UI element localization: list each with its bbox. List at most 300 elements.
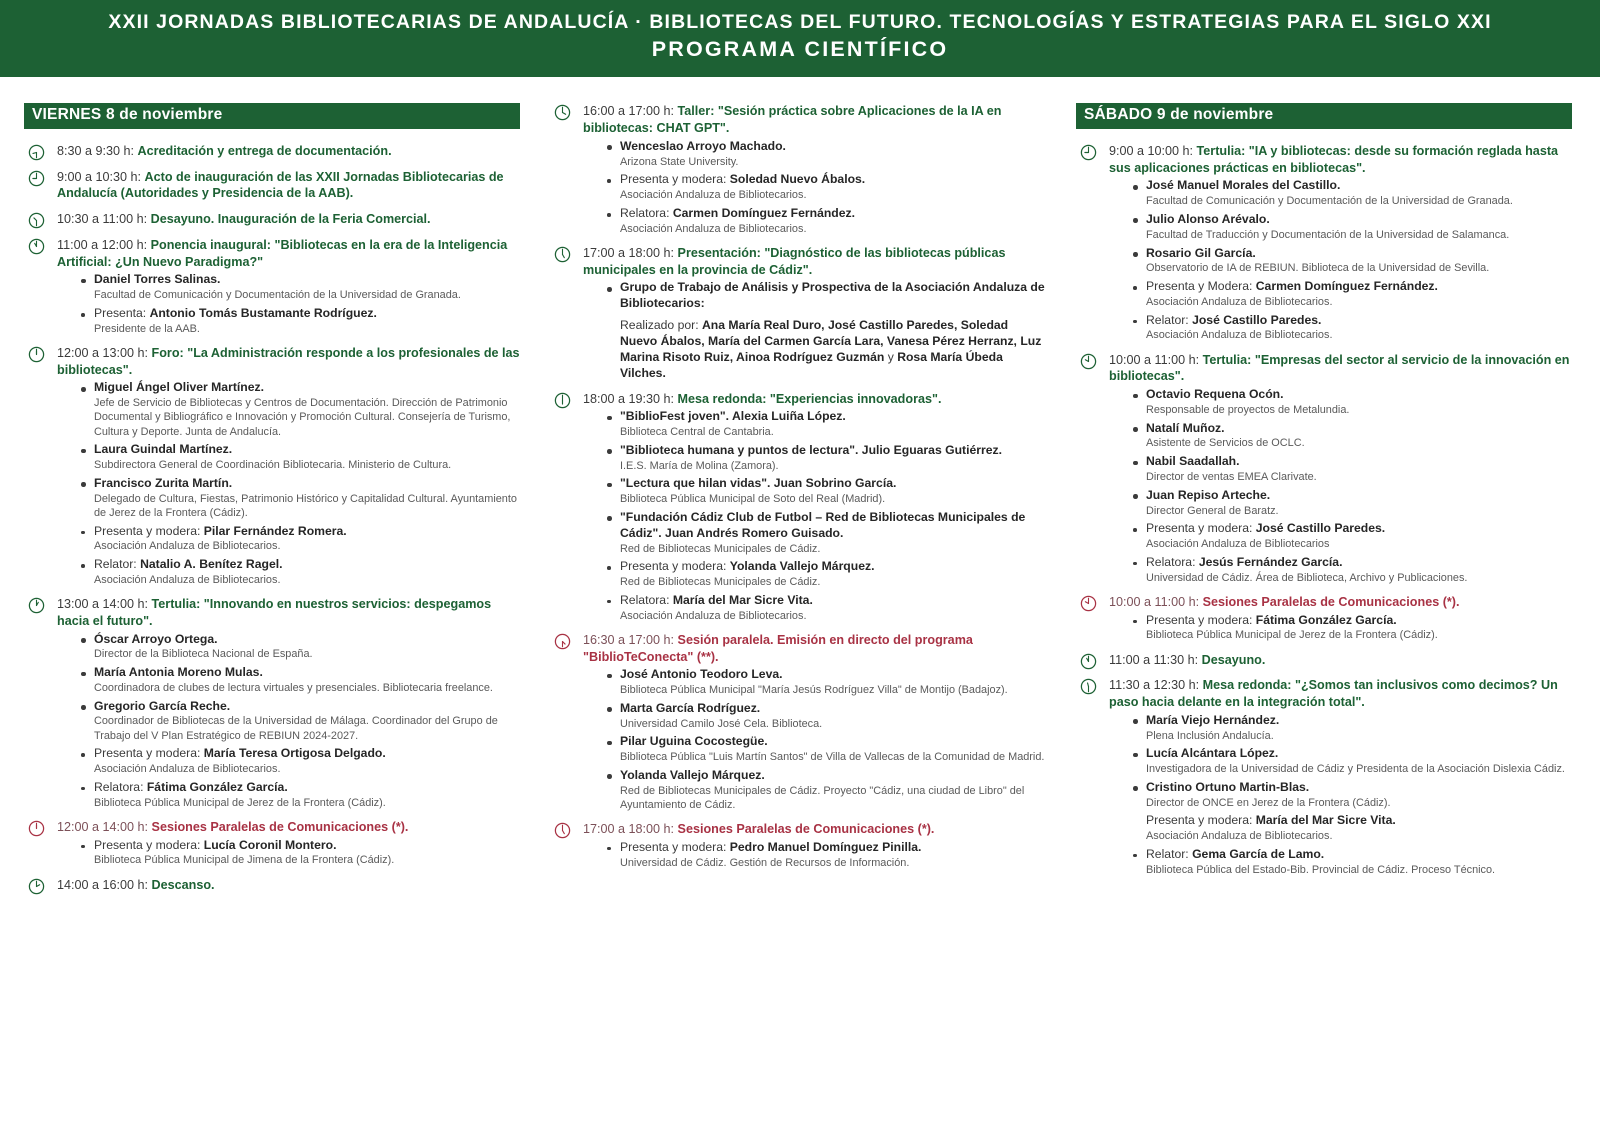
participant-name: María Viejo Hernández. [1146, 712, 1280, 727]
clock-icon [554, 633, 571, 650]
participant-name: Yolanda Vallejo Márquez. [620, 767, 765, 782]
participant-item [607, 768, 1046, 812]
event-name: Tertulia: "Empresas del sector al servicio de la innovación en bibliotecas". [1109, 352, 1570, 384]
participant-item [607, 139, 1046, 169]
participant-name-line [1146, 212, 1572, 228]
participant-name-line [620, 443, 1046, 459]
program-event [24, 877, 520, 894]
participant-name-line [94, 557, 520, 573]
participant-name-line [620, 476, 1046, 492]
participant-name-line [94, 524, 520, 540]
participant-name: "Lectura que hilan vidas". Juan Sobrino García. [620, 476, 897, 491]
participant-affiliation: Asociación Andaluza de Bibliotecarios. [620, 189, 807, 202]
event-name: Acto de inauguración de las XXII Jornadas Bibliotecarias de Andalucía (Autoridades y Presidencia de la AAB). [57, 169, 504, 201]
event-title [57, 169, 520, 202]
event-time: 13:00 a 14:00 h: [57, 597, 152, 612]
participant-name: Octavio Requena Ocón. [1146, 387, 1284, 402]
participant-name-line [620, 768, 1046, 784]
participant-affiliation: Subdirectora General de Coordinación Bibliotecaria. Ministerio de Cultura. [94, 459, 452, 472]
participant-item [81, 632, 520, 662]
participant-item [81, 272, 520, 302]
participant-name-line [620, 667, 1046, 683]
participant-affiliation: Arizona State University. [620, 155, 739, 168]
conference-title: XXII JORNADAS BIBLIOTECARIAS DE ANDALUCÍA · BIBLIOTECAS DEL FUTURO. TECNOLOGÍAS Y ESTRATEGIAS PARA EL SIGLO XXI [108, 11, 1492, 33]
program-column-1 [24, 103, 520, 902]
participant-list [1109, 387, 1572, 585]
participant-name: Pilar Fernández Romera. [203, 523, 347, 538]
event-name: Desayuno. [1201, 652, 1266, 667]
participant-item [81, 838, 520, 868]
clock-icon [554, 392, 571, 409]
participant-item [607, 840, 1046, 870]
participant-item [1133, 813, 1572, 843]
clock-icon [554, 104, 571, 121]
participant-item [1133, 488, 1572, 518]
event-title [57, 345, 520, 378]
event-name: Descanso. [151, 877, 215, 892]
participant-item [607, 701, 1046, 731]
participant-name-line [1146, 613, 1572, 629]
participant-name-line [1146, 454, 1572, 470]
participant-item [81, 442, 520, 472]
participant-name-line [94, 476, 520, 492]
clock-icon [28, 212, 45, 229]
participant-item [81, 746, 520, 776]
participant-item [1133, 454, 1572, 484]
program-event [24, 237, 520, 336]
participant-list [1109, 613, 1572, 643]
participant-name: Francisco Zurita Martín. [94, 475, 233, 490]
participant-name: Fátima González García. [146, 779, 288, 794]
participant-name: Yolanda Vallejo Márquez. [729, 559, 875, 574]
participant-item [1133, 746, 1572, 776]
participant-role: Relatora: [94, 779, 147, 794]
participant-name-line [94, 699, 520, 715]
participant-affiliation: Universidad Camilo José Cela. Biblioteca. [620, 717, 823, 730]
participant-name: Lucía Coronil Montero. [203, 837, 337, 852]
participant-affiliation: Responsable de proyectos de Metalundia. [1146, 403, 1350, 416]
participant-name: Soledad Nuevo Ábalos. [729, 172, 866, 187]
program-event [24, 345, 520, 587]
participant-name-line [620, 172, 1046, 188]
participant-item [607, 476, 1046, 506]
participant-affiliation: Biblioteca Pública Municipal de Jerez de la Frontera (Cádiz). [1146, 629, 1438, 642]
participant-affiliation: Asociación Andaluza de Bibliotecarios. [1146, 329, 1333, 342]
participant-item [1133, 279, 1572, 309]
participant-name: José Castillo Paredes. [1255, 521, 1386, 536]
event-title [583, 632, 1046, 665]
program-event [1076, 352, 1572, 585]
event-name: Sesiones Paralelas de Comunicaciones (*). [677, 822, 935, 837]
participant-affiliation: Biblioteca Pública Municipal de Jimena de la Frontera (Cádiz). [94, 854, 395, 867]
participant-name: Gema García de Lamo. [1192, 846, 1325, 861]
participant-name-line [1146, 279, 1572, 295]
participant-name: Marta García Rodríguez. [620, 700, 761, 715]
participant-role: Relatora: [1146, 554, 1199, 569]
event-time: 10:00 a 11:00 h: [1109, 352, 1203, 367]
participant-name: Juan Repiso Arteche. [1146, 487, 1271, 502]
clock-icon [28, 820, 45, 837]
participant-affiliation: Plena Inclusión Andalucía. [1146, 729, 1274, 742]
participant-name: Óscar Arroyo Ortega. [94, 631, 218, 646]
participant-name-line [1146, 521, 1572, 537]
participant-name-line [620, 840, 1046, 856]
participant-affiliation: Biblioteca Pública del Estado-Bib. Provincial de Cádiz. Proceso Técnico. [1146, 863, 1496, 876]
day-heading: VIERNES 8 de noviembre [24, 103, 520, 129]
page-header-banner [0, 0, 1600, 77]
event-note-text [620, 317, 1046, 381]
participant-affiliation: Asociación Andaluza de Bibliotecarios. [94, 573, 281, 586]
participant-item [1133, 847, 1572, 877]
participant-name-line [94, 780, 520, 796]
participant-item [607, 510, 1046, 556]
clock-icon [554, 822, 571, 839]
event-title [583, 391, 1046, 408]
participant-role: Relatora: [620, 205, 673, 220]
participant-item [607, 443, 1046, 473]
program-columns [0, 77, 1600, 902]
event-name: Acreditación y entrega de documentación. [137, 143, 392, 158]
participant-affiliation: Asociación Andaluza de Bibliotecarios. [1146, 830, 1333, 843]
event-time: 9:00 a 10:00 h: [1109, 143, 1197, 158]
participant-affiliation: Director de ONCE en Jerez de la Frontera (Cádiz). [1146, 796, 1391, 809]
participant-role: Presenta y modera: [1146, 813, 1256, 828]
participant-affiliation: Universidad de Cádiz. Gestión de Recursos de Información. [620, 856, 910, 869]
participant-name: José Antonio Teodoro Leva. [620, 667, 783, 682]
event-name: Taller: "Sesión práctica sobre Aplicaciones de la IA en bibliotecas: CHAT GPT". [583, 104, 1002, 136]
participant-item [1133, 246, 1572, 276]
participant-item [1133, 212, 1572, 242]
participant-role: Presenta y modera: [620, 839, 730, 854]
participant-name: Carmen Domínguez Fernández. [672, 205, 856, 220]
event-name: Ponencia inaugural: "Bibliotecas en la era de la Inteligencia Artificial: ¿Un Nuevo Paradigma?" [57, 237, 508, 269]
event-time: 16:30 a 17:00 h: [583, 632, 678, 647]
participant-affiliation: Coordinador de Bibliotecas de la Universidad de Málaga. Coordinador del Grupo de Trabajo del V Plan Estratégico de REBIUN 2024-2027. [94, 715, 498, 742]
program-event [1076, 652, 1572, 669]
participant-item [1133, 555, 1572, 585]
event-time: 12:00 a 13:00 h: [57, 345, 152, 360]
event-name: Mesa redonda: "Experiencias innovadoras". [677, 391, 942, 406]
participant-item [1133, 387, 1572, 417]
participant-list [583, 409, 1046, 623]
participant-name-line [94, 746, 520, 762]
program-event [24, 596, 520, 810]
participant-list [57, 632, 520, 810]
event-title [57, 819, 520, 836]
participant-item [1133, 178, 1572, 208]
participant-affiliation: Asociación Andaluza de Bibliotecarios. [1146, 295, 1333, 308]
participant-name: Lucía Alcántara López. [1146, 746, 1279, 761]
participant-name: Jesús Fernández García. [1198, 554, 1343, 569]
participant-name: Nabil Saadallah. [1146, 454, 1240, 469]
program-event [1076, 143, 1572, 343]
event-title [583, 821, 1046, 838]
event-title [583, 103, 1046, 136]
clock-icon [1080, 353, 1097, 370]
participant-affiliation: Director General de Baratz. [1146, 504, 1279, 517]
participant-affiliation: Biblioteca Pública Municipal de Soto del Real (Madrid). [620, 493, 886, 506]
participant-name: Rosario Gil García. [1146, 245, 1256, 260]
participant-list [1109, 713, 1572, 877]
participant-name: José Manuel Morales del Castillo. [1146, 178, 1341, 193]
participant-affiliation: Director de la Biblioteca Nacional de España. [94, 648, 313, 661]
participant-name: Antonio Tomás Bustamante Rodríguez. [149, 305, 377, 320]
clock-icon [28, 346, 45, 363]
participant-name: María Antonia Moreno Mulas. [94, 665, 263, 680]
participant-affiliation: Red de Bibliotecas Municipales de Cádiz. Proyecto "Cádiz, una ciudad de Libro" del Ayuntamiento de Cádiz. [620, 784, 1025, 811]
participant-list [583, 667, 1046, 812]
participant-item [81, 306, 520, 336]
event-name: Foro: "La Administración responde a los profesionales de las bibliotecas". [57, 345, 520, 377]
participant-affiliation: Red de Bibliotecas Municipales de Cádiz. [620, 576, 821, 589]
event-title [57, 877, 520, 894]
participant-affiliation: Asociación Andaluza de Bibliotecarios. [620, 222, 807, 235]
participant-name-line [620, 593, 1046, 609]
event-title [1109, 352, 1572, 385]
participant-item [1133, 780, 1572, 810]
participant-name-line [620, 734, 1046, 750]
participant-name: "Biblioteca humana y puntos de lectura". Julio Eguaras Gutiérrez. [620, 442, 1003, 457]
participant-affiliation: Investigadora de la Universidad de Cádiz y Presidenta de la Asociación Dislexia Cádiz. [1146, 763, 1565, 776]
participant-role: Presenta y Modera: [1146, 279, 1256, 294]
event-time: 9:00 a 10:30 h: [57, 169, 145, 184]
clock-icon [554, 246, 571, 263]
clock-icon [28, 238, 45, 255]
clock-icon [28, 597, 45, 614]
participant-item [607, 280, 1046, 312]
participant-role: Presenta y modera: [620, 559, 730, 574]
participant-item [607, 206, 1046, 236]
participant-name-line [1146, 178, 1572, 194]
participant-role: Presenta y modera: [94, 837, 204, 852]
participant-item [1133, 613, 1572, 643]
participant-list [57, 380, 520, 587]
event-title [57, 211, 520, 228]
participant-role: Presenta y modera: [1146, 521, 1256, 536]
participant-item [607, 172, 1046, 202]
participant-name-line [1146, 555, 1572, 571]
program-event [24, 819, 520, 868]
participant-name: Wenceslao Arroyo Machado. [620, 138, 786, 153]
participant-name-line [1146, 813, 1572, 829]
participant-affiliation: Biblioteca Pública Municipal de Jerez de la Frontera (Cádiz). [94, 796, 386, 809]
clock-icon [28, 170, 45, 187]
participant-affiliation: Biblioteca Pública Municipal "María Jesús Rodríguez Villa" de Montijo (Badajoz). [620, 684, 1008, 697]
participant-item [1133, 421, 1572, 451]
participant-name-line [620, 280, 1046, 312]
event-time: 17:00 a 18:00 h: [583, 822, 678, 837]
participant-name: Natalí Muñoz. [1146, 420, 1225, 435]
event-time: 11:00 a 12:00 h: [57, 237, 151, 252]
event-name: Tertulia: "Innovando en nuestros servicios: despegamos hacia el futuro". [57, 597, 492, 628]
participant-name-line [94, 665, 520, 681]
participant-name-line [1146, 847, 1572, 863]
participant-name: Natalio A. Benítez Ragel. [140, 557, 283, 572]
event-time: 18:00 a 19:30 h: [583, 391, 678, 406]
participant-item [1133, 313, 1572, 343]
event-name: Tertulia: "IA y bibliotecas: desde su formación reglada hasta sus aplicaciones prácticas en bibliotecas". [1109, 143, 1559, 175]
participant-affiliation: Director de ventas EMEA Clarivate. [1146, 471, 1317, 483]
event-note-conjunction: y [884, 350, 898, 365]
participant-name: María Teresa Ortigosa Delgado. [203, 746, 386, 761]
participant-name: Fátima González García. [1255, 612, 1397, 627]
participant-name-line [620, 206, 1046, 222]
participant-name: Grupo de Trabajo de Análisis y Prospectiva de la Asociación Andaluza de Bibliotecarios: [620, 280, 1045, 311]
program-event [550, 103, 1046, 236]
program-column-2 [550, 103, 1046, 902]
participant-affiliation: Observatorio de IA de REBIUN. Biblioteca de la Universidad de Sevilla. [1146, 262, 1490, 275]
clock-icon [1080, 678, 1097, 695]
event-note [607, 317, 1046, 381]
participant-name-line [620, 559, 1046, 575]
participant-role: Presenta: [94, 305, 150, 320]
event-name: Sesiones Paralelas de Comunicaciones (*). [1202, 594, 1460, 609]
event-name: Desayuno. Inauguración de la Feria Comercial. [150, 212, 431, 227]
event-title [57, 237, 520, 270]
participant-item [1133, 521, 1572, 551]
participant-name: Carmen Domínguez Fernández. [1255, 279, 1438, 294]
participant-affiliation: Facultad de Traducción y Documentación de la Universidad de Salamanca. [1146, 228, 1510, 241]
event-time: 10:00 a 11:00 h: [1109, 594, 1203, 609]
participant-affiliation: Asociación Andaluza de Bibliotecarios. [620, 609, 807, 622]
event-note-names: Ana María Real Duro, José Castillo Paredes, Soledad Nuevo Ábalos, María del Carmen García Lara, Vanesa Pérez Herranz, Luz Marina Risoto Ruiz, Ainoa Rodríguez Guzmán [620, 318, 1042, 365]
participant-role: Relator: [1146, 846, 1193, 861]
participant-name: Daniel Torres Salinas. [94, 272, 221, 287]
event-time: 17:00 a 18:00 h: [583, 245, 678, 260]
participant-name: Laura Guindal Martínez. [94, 442, 233, 457]
participant-name: María del Mar Sicre Vita. [672, 592, 813, 607]
event-time: 16:00 a 17:00 h: [583, 104, 678, 119]
participant-name: José Castillo Paredes. [1192, 312, 1322, 327]
program-event [550, 391, 1046, 623]
event-name: Mesa redonda: "¿Somos tan inclusivos como decimos? Un paso hacia delante en la integración total". [1109, 678, 1558, 709]
participant-name-line [1146, 246, 1572, 262]
participant-name: "BiblioFest joven". Alexia Luiña López. [620, 409, 846, 424]
participant-name: Pilar Uguina Cocostegüe. [620, 734, 768, 749]
participant-name-line [1146, 713, 1572, 729]
participant-item [607, 734, 1046, 764]
day-heading: SÁBADO 9 de noviembre [1076, 103, 1572, 129]
event-title [57, 596, 520, 629]
participant-name-line [1146, 387, 1572, 403]
participant-affiliation: Red de Bibliotecas Municipales de Cádiz. [620, 542, 821, 555]
participant-item [607, 409, 1046, 439]
event-time: 10:30 a 11:00 h: [57, 212, 151, 227]
participant-item [1133, 713, 1572, 743]
participant-item [607, 559, 1046, 589]
participant-list [583, 139, 1046, 236]
participant-name-line [620, 139, 1046, 155]
participant-affiliation: Asociación Andaluza de Bibliotecarios [1146, 538, 1330, 551]
participant-list [1109, 178, 1572, 342]
event-title [1109, 677, 1572, 710]
participant-name: María del Mar Sicre Vita. [1255, 813, 1396, 828]
program-event [24, 143, 520, 160]
participant-item [81, 380, 520, 438]
participant-name: Pedro Manuel Domínguez Pinilla. [729, 839, 922, 854]
participant-role: Relator: [1146, 312, 1193, 327]
participant-role: Relator: [94, 557, 141, 572]
participant-name-line [1146, 746, 1572, 762]
event-name: Sesiones Paralelas de Comunicaciones (*). [151, 819, 409, 834]
participant-affiliation: Facultad de Comunicación y Documentación de la Universidad de Granada. [94, 289, 461, 302]
participant-list [583, 840, 1046, 870]
participant-item [81, 524, 520, 554]
participant-name: "Fundación Cádiz Club de Futbol – Red de Bibliotecas Municipales de Cádiz". Juan Andrés Romero Guisado. [620, 509, 1026, 540]
event-time: 14:00 a 16:00 h: [57, 877, 152, 892]
event-time: 12:00 a 14:00 h: [57, 819, 152, 834]
event-name: Presentación: "Diagnóstico de las bibliotecas públicas municipales en la provincia de Cádiz". [583, 245, 1006, 277]
program-event [24, 169, 520, 202]
participant-affiliation: Facultad de Comunicación y Documentación de la Universidad de Granada. [1146, 195, 1513, 208]
program-event [550, 245, 1046, 382]
participant-name: Julio Alonso Arévalo. [1146, 211, 1270, 226]
program-column-3 [1076, 103, 1572, 902]
participant-item [81, 476, 520, 520]
event-title [1109, 652, 1572, 669]
participant-item [607, 593, 1046, 623]
participant-role: Presenta y modera: [94, 523, 204, 538]
event-time: 11:00 a 11:30 h: [1109, 652, 1202, 667]
participant-name-line [94, 272, 520, 288]
participant-name-line [620, 701, 1046, 717]
participant-item [81, 780, 520, 810]
participant-name-line [94, 632, 520, 648]
clock-icon [1080, 595, 1097, 612]
event-note-lead: Realizado por: [620, 318, 702, 333]
participant-name-line [1146, 488, 1572, 504]
participant-affiliation: Jefe de Servicio de Bibliotecas y Centros de Documentación. Dirección de Patrimonio Documental y Bibliográfico e Innovación y Promoción Cultural. Consejería de Turismo, Cultura y Deporte. Junta de Andalucía. [94, 397, 511, 438]
participant-name-line [620, 409, 1046, 425]
event-title [1109, 143, 1572, 176]
clock-icon [28, 144, 45, 161]
participant-affiliation: Delegado de Cultura, Fiestas, Patrimonio Histórico y Capitalidad Cultural. Ayuntamiento de Jerez de la Frontera (Cádiz). [94, 492, 517, 519]
event-time: 11:30 a 12:30 h: [1109, 678, 1203, 693]
clock-icon [28, 878, 45, 895]
participant-affiliation: Asociación Andaluza de Bibliotecarios. [94, 763, 281, 776]
participant-affiliation: I.E.S. María de Molina (Zamora). [620, 459, 779, 472]
participant-affiliation: Asistente de Servicios de OCLC. [1146, 437, 1305, 450]
event-title [57, 143, 520, 160]
participant-list [583, 280, 1046, 381]
participant-item [81, 699, 520, 743]
participant-name-line [1146, 421, 1572, 437]
clock-icon [1080, 144, 1097, 161]
program-event [550, 821, 1046, 870]
event-name: Sesión paralela. Emisión en directo del programa "BiblioTeConecta" (**). [583, 632, 973, 664]
participant-item [607, 667, 1046, 697]
participant-item [81, 665, 520, 695]
participant-affiliation: Biblioteca Pública "Luis Martín Santos" de Villa de Vallecas de la Comunidad de Madrid. [620, 751, 1045, 764]
event-title [1109, 594, 1572, 611]
program-event [1076, 594, 1572, 643]
participant-name-line [1146, 313, 1572, 329]
clock-icon [1080, 653, 1097, 670]
participant-list [57, 272, 520, 336]
participant-name-line [94, 380, 520, 396]
participant-role: Presenta y modera: [620, 172, 730, 187]
event-note-names-2: Rosa María Úbeda Vilches. [620, 350, 1003, 381]
participant-role: Presenta y modera: [94, 746, 204, 761]
participant-name-line [94, 442, 520, 458]
participant-affiliation: Asociación Andaluza de Bibliotecarios. [94, 540, 281, 553]
event-time: 8:30 a 9:30 h: [57, 143, 138, 158]
program-event [24, 211, 520, 228]
participant-affiliation: Biblioteca Central de Cantabria. [620, 426, 774, 439]
program-event [1076, 677, 1572, 877]
page-title: PROGRAMA CIENTÍFICO [651, 37, 949, 62]
participant-role: Presenta y modera: [1146, 612, 1256, 627]
